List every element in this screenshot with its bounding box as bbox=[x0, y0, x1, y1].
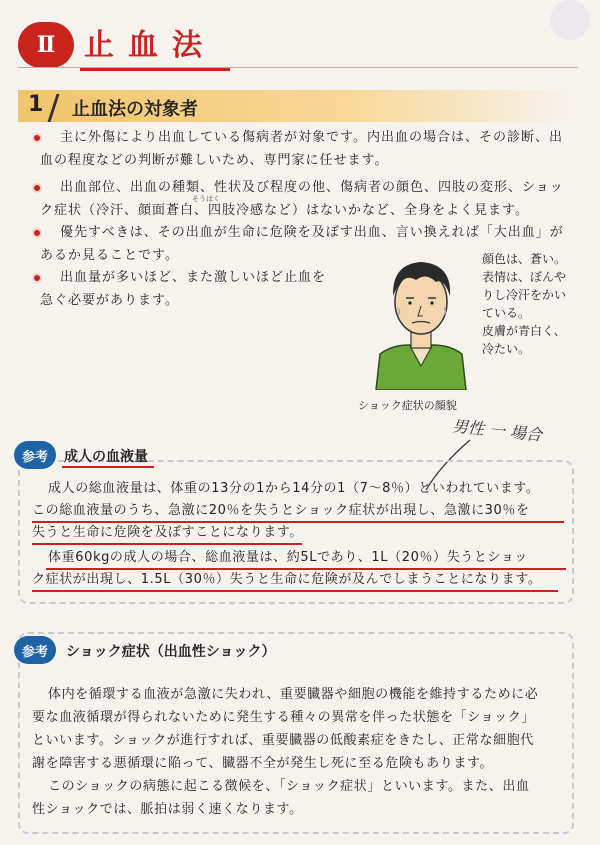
box1-line: 体重60kgの成人の場合、総血液量は、約5Lであり、1L（20％）失うとショッ bbox=[48, 550, 529, 565]
reference-badge: 参考 bbox=[14, 636, 56, 664]
box1-title: 成人の血液量 bbox=[64, 449, 148, 465]
section-number: 1 bbox=[28, 92, 44, 117]
bullet-icon bbox=[32, 183, 42, 193]
bullet-3-line-1: 優先すべきは、その出血が生命に危険を及ぼす出血、言い換えれば「大出血」が bbox=[60, 225, 564, 240]
furigana-souhaku: そうはく bbox=[192, 195, 220, 203]
section-title: 止血法の対象者 bbox=[72, 99, 198, 120]
chapter-title: 止血法 bbox=[84, 28, 216, 63]
box1-title-underline bbox=[62, 466, 154, 468]
bullet-icon bbox=[32, 133, 42, 143]
bullet-4-line-2: 急ぐ必要があります。 bbox=[40, 293, 179, 308]
figure-caption-line: ている。 bbox=[482, 306, 531, 320]
box2-line: 性ショックでは、脈拍は弱く速くなります。 bbox=[32, 802, 303, 817]
underline-mark bbox=[32, 590, 558, 592]
box1-line: 成人の総血液量は、体重の13分の1から14分の1（7～8％）といわれています。 bbox=[48, 481, 540, 496]
bullet-icon bbox=[32, 228, 42, 238]
box2-title: ショック症状（出血性ショック） bbox=[66, 644, 276, 660]
figure-caption-line: 冷たい。 bbox=[482, 342, 531, 356]
underline-mark bbox=[32, 543, 302, 545]
box2-line: このショックの病態に起こる徴候を、「ショック症状」といいます。また、出血 bbox=[48, 779, 530, 794]
page-corner-shadow bbox=[550, 0, 590, 40]
figure-caption-line: 顔色は、蒼い。 bbox=[482, 252, 567, 266]
box1-line: 失うと生命に危険を及ぼすことになります。 bbox=[32, 525, 303, 540]
box2-line: といいます。ショックが進行すれば、重要臓器の低酸素症をきたし、正常な細胞代 bbox=[32, 733, 534, 748]
chapter-number-badge: Ⅱ bbox=[18, 22, 74, 68]
box1-line: ク症状が出現し、1.5L（30％）失うと生命に危険が及んでしまうことになります。 bbox=[32, 572, 542, 587]
bullet-4-line-1: 出血量が多いほど、また激しいほど止血を bbox=[60, 270, 327, 285]
bullet-2-line-1: 出血部位、出血の種類、性状及び程度の他、傷病者の顔色、四肢の変形、ショッ bbox=[60, 180, 564, 195]
figure-label: ショック症状の顔貌 bbox=[358, 399, 457, 412]
bullet-1-line-2: 血の程度などの判断が難しいため、専門家に任せます。 bbox=[40, 153, 389, 168]
shock-face-illustration bbox=[366, 250, 476, 390]
reference-badge: 参考 bbox=[14, 441, 56, 469]
figure-caption-line: 皮膚が青白く、 bbox=[482, 324, 566, 338]
figure-caption-line: 表情は、ぼんや bbox=[482, 270, 567, 284]
box2-line: 体内を循環する血液が急激に失われ、重要臓器や細胞の機能を維持するために必 bbox=[48, 687, 539, 702]
handwritten-note: 男性 一 場合 bbox=[451, 416, 543, 445]
bullet-2-line-2: ク症状（冷汗、顔面蒼白、四肢冷感など）はないかなど、全身をよく見ます。 bbox=[40, 203, 529, 218]
box1-line: この総血液量のうち、急激に20％を失うとショック症状が出現し、急激に30％を bbox=[32, 503, 530, 518]
figure-caption-line: りし冷汗をかい bbox=[482, 288, 567, 302]
box2-line: 要な血液循環が得られないために発生する種々の異常を伴った状態を「ショック」 bbox=[32, 710, 535, 725]
box2-line: 謝を障害する悪循環に陥って、臓器不全が発生し死に至る危険もあります。 bbox=[32, 756, 494, 771]
chapter-underline bbox=[80, 68, 230, 71]
bullet-3-line-2: あるか見ることです。 bbox=[40, 248, 179, 263]
bullet-1-line-1: 主に外傷により出血している傷病者が対象です。内出血の場合は、その診断、出 bbox=[60, 130, 563, 145]
bullet-icon bbox=[32, 273, 42, 283]
